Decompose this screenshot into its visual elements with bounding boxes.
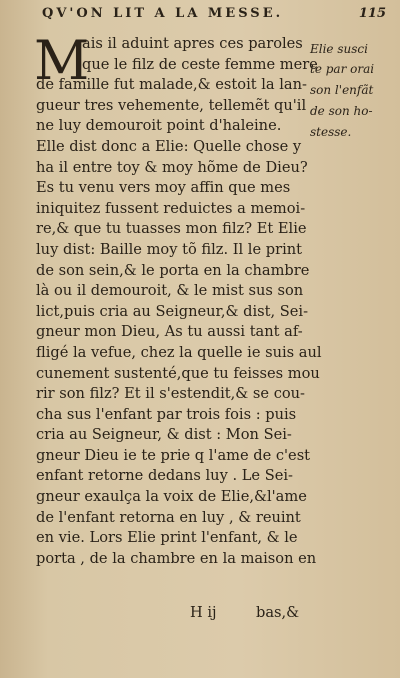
text-line: de famille fut malade,& estoit la lan- <box>36 76 307 94</box>
page-number: 115 <box>358 6 386 21</box>
text-line: en vie. Lors Elie print l'enfant, & le <box>36 529 298 547</box>
text-line: enfant retorne dedans luy . Le Sei- <box>36 467 293 485</box>
text-line: luy dist: Baille moy tõ filz. Il le print <box>36 240 303 258</box>
text-line: re,& que tu tuasses mon filz? Et Elie <box>36 220 307 238</box>
running-head-title: QV'ON LIT A LA MESSE. <box>42 6 284 21</box>
text-line: ais il aduint apres ces paroles <box>82 35 303 52</box>
margin-note: de son ho- <box>310 104 373 118</box>
text-line: fligé la vefue, chez la quelle ie suis aul <box>36 343 322 361</box>
text-line: gneur Dieu ie te prie q l'ame de c'est <box>36 446 311 464</box>
page-footer <box>190 604 390 626</box>
text-line: là ou il demouroit, & le mist sus son <box>36 282 304 300</box>
text-line: iniquitez fussent reduictes a memoi- <box>36 199 306 217</box>
text-line: Es tu venu vers moy affin que mes <box>36 179 291 197</box>
margin-note: te par orai <box>310 62 375 76</box>
text-line: lict,puis cria au Seigneur,& dist, Sei- <box>36 302 309 320</box>
running-head <box>42 6 392 21</box>
catchword: bas,& <box>256 604 300 621</box>
text-line: cria au Seigneur, & dist : Mon Sei- <box>36 426 292 444</box>
text-line: cha sus l'enfant par trois fois : puis <box>36 405 297 423</box>
text-line: porta , de la chambre en la maison en <box>36 549 317 567</box>
text-line: ha il entre toy & moy hõme de Dieu? <box>36 158 308 176</box>
margin-note: son l'enfãt <box>310 83 374 97</box>
text-line: de son sein,& le porta en la chambre <box>36 261 310 279</box>
margin-note: stesse. <box>310 125 352 139</box>
text-line: gneur exaulça la voix de Elie,&l'ame <box>36 488 307 506</box>
drop-capital: M <box>34 29 90 92</box>
text-line: rir son filz? Et il s'estendit,& se cou- <box>36 385 305 403</box>
text-line: de l'enfant retorna en luy , & reuint <box>36 508 301 526</box>
text-line: gneur mon Dieu, As tu aussi tant af- <box>36 323 303 341</box>
text-line: Elle dist donc a Elie: Quelle chose y <box>36 137 302 155</box>
text-line: gueur tres vehemente, tellemẽt qu'il <box>36 96 307 114</box>
text-line: que le filz de ceste femme mere <box>82 55 318 73</box>
body-text <box>34 29 322 569</box>
signature-mark: H ij <box>190 604 217 621</box>
text-line: cunement sustenté,que tu feisses mou <box>36 364 320 382</box>
margin-note: Elie susci <box>310 42 368 56</box>
text-line: ne luy demouroit point d'haleine. <box>36 117 282 135</box>
